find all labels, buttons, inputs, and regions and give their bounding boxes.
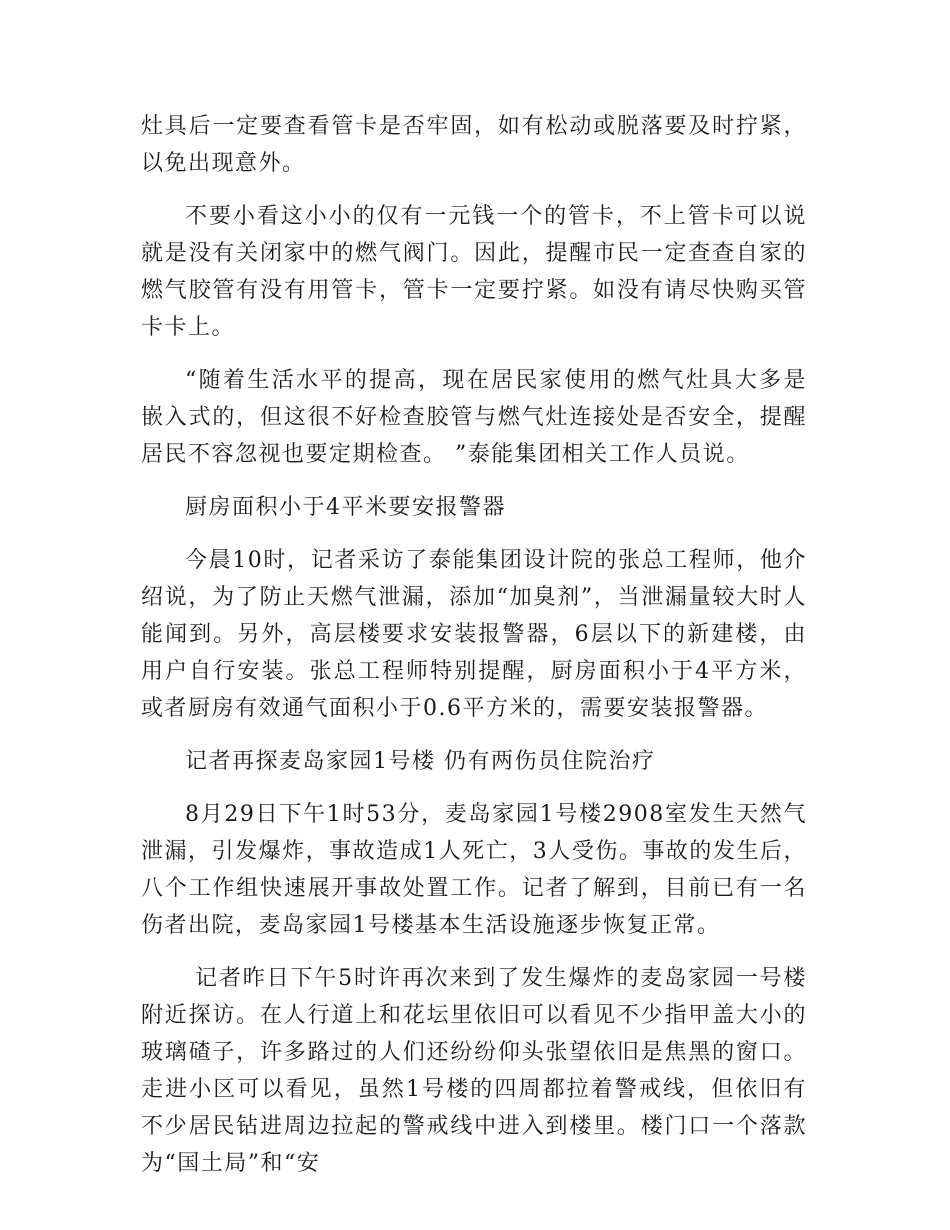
section-heading-maidao-revisit: 记者再探麦岛家园1号楼 仍有两伤员住院治疗 <box>185 749 656 774</box>
paragraph-6: 记者昨日下午5时许再次来到了发生爆炸的麦岛家园一号楼附近探访。在人行道上和花坛里依旧可以看见不少指甲盖大小的玻璃碴子，许多路过的人们还纷纷仰头张望依旧是焦黑的窗口。走进小区可以看见，虽然1号楼的四周都拉着警戒线，但依旧有不少居民钻进周边拉起的警戒线中进入到楼里。楼门口一个落款为“国土局”和“安 <box>141 966 807 1176</box>
paragraph-4: 今晨10时，记者采访了泰能集团设计院的张总工程师，他介绍说，为了防止天燃气泄漏，添加“加臭剂”，当泄漏量较大时人能闻到。另外，高层楼要求安装报警器，6层以下的新建楼，由用户自行安装。张总工程师特别提醒，厨房面积小于4平方米，或者厨房有效通气面积小于0.6平方米的，需要安装报警器。 <box>141 548 807 721</box>
section-heading-kitchen-alarm: 厨房面积小于4平米要安报警器 <box>185 495 506 520</box>
document-body <box>141 108 807 1198</box>
paragraph-3: “随着生活水平的提高，现在居民家使用的燃气灶具大多是嵌入式的，但这很不好检查胶管与燃气灶连接处是否安全，提醒居民不容忽视也要定期检查。 ”泰能集团相关工作人员说。 <box>141 368 807 467</box>
paragraph-2: 不要小看这小小的仅有一元钱一个的管卡，不上管卡可以说就是没有关闭家中的燃气阀门。因此，提醒市民一定查查自家的燃气胶管有没有用管卡，管卡一定要拧紧。如没有请尽快购买管卡卡上。 <box>141 204 807 340</box>
paragraph-1: 灶具后一定要查看管卡是否牢固，如有松动或脱落要及时拧紧，以免出现意外。 <box>141 114 807 176</box>
paragraph-5: 8月29日下午1时53分，麦岛家园1号楼2908室发生天然气泄漏，引发爆炸，事故造成1人死亡，3人受伤。事故的发生后，八个工作组快速展开事故处置工作。记者了解到，目前已有一名伤者出院，麦岛家园1号楼基本生活设施逐步恢复正常。 <box>141 802 807 938</box>
